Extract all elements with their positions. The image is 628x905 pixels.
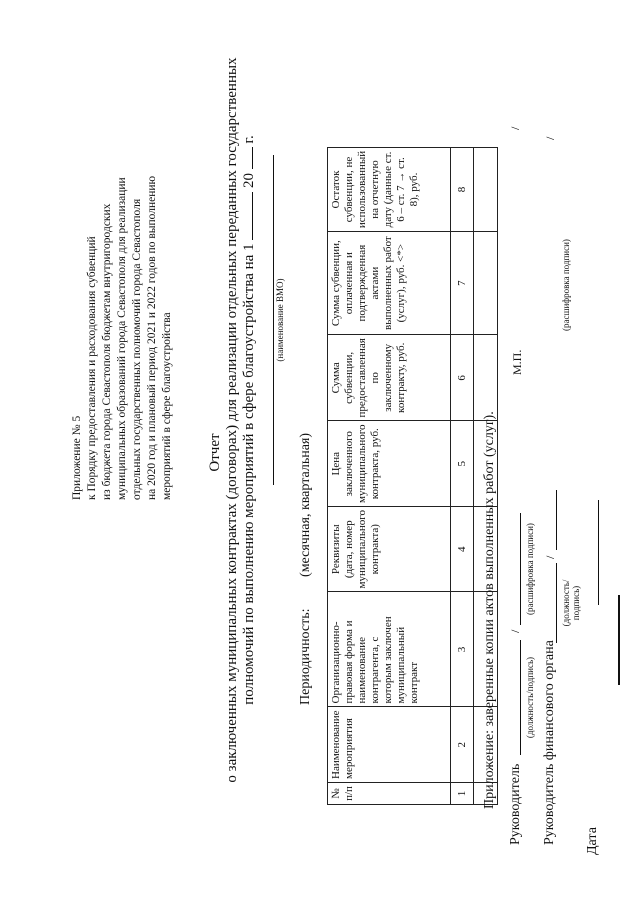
finance-decode-line xyxy=(556,490,557,550)
header-cell-subvention-remaining: Остаток субвенции, не использованный на отчетную дату (данные ст. 6 – ст. 7 → ст. 8), руб. xyxy=(328,147,451,231)
appendix-line: муниципальных образований города Севастополя для реализации xyxy=(116,177,128,500)
head-slash-end: / xyxy=(508,126,522,130)
header-cell-index: № п/п xyxy=(328,783,451,805)
finance-head-label: Руководитель финансового органа xyxy=(542,640,557,845)
date-line xyxy=(598,500,599,605)
subtitle-line-1: о заключенных муниципальных контрактах (договорах) для реализации отдельных переданных государственных xyxy=(224,57,240,783)
appendix-line: отдельных государственных полномочий города Севастополя xyxy=(131,198,143,500)
contracts-table xyxy=(327,147,498,805)
subtitle-line-2 xyxy=(240,15,257,825)
date-label: Дата xyxy=(585,827,600,855)
appendix-line: на 2020 год и плановый период 2021 и 2022 годов по выполнению xyxy=(146,175,158,500)
head-slash: / xyxy=(508,629,522,633)
header-cell-event: Наименование мероприятия xyxy=(328,707,451,783)
table-cell xyxy=(474,147,498,231)
column-number: 2 xyxy=(451,707,474,783)
column-number: 6 xyxy=(451,335,474,421)
vmo-name-line xyxy=(273,155,274,485)
appendix-line: мероприятий в сфере благоустройства xyxy=(161,312,173,500)
header-cell-subvention-provided: Сумма субвенции, предоставленная по заключенному контракту, руб. xyxy=(328,335,451,421)
appendix-line: из бюджета города Севастополя бюджетам внутригородских xyxy=(101,203,113,500)
periodicity-value: (месячная, квартальная) xyxy=(298,432,313,577)
header-cell-requisites: Реквизиты (дата, номер муниципального контракта) xyxy=(328,506,451,592)
appendix-line: Приложение № 5 xyxy=(71,415,83,500)
year-blank xyxy=(240,147,253,169)
stamp-label: М.П. xyxy=(510,349,524,375)
margin-mark xyxy=(618,595,620,685)
finance-decode-caption: (расшифровка подписи) xyxy=(561,239,571,331)
head-signature-caption: (должность/подпись) xyxy=(525,656,535,739)
column-number: 4 xyxy=(451,506,474,592)
year-suffix: г. xyxy=(241,135,257,144)
appendix-block xyxy=(70,170,175,500)
head-label: Руководитель xyxy=(508,763,523,845)
day-month-blank xyxy=(240,192,253,240)
finance-slash: / xyxy=(543,555,557,559)
year-prefix: 20 xyxy=(241,172,257,188)
finance-signature-caption: (должность/подпись) xyxy=(561,579,581,627)
header-cell-price: Цена заключенного муниципального контракта, руб. xyxy=(328,421,451,507)
report-title: Отчет xyxy=(207,433,223,472)
table-cell xyxy=(474,232,498,335)
table-header-row xyxy=(328,147,451,804)
column-number: 5 xyxy=(451,421,474,507)
head-decode-line xyxy=(520,513,521,625)
subtitle-line-2-text: полномочий по выполнению мероприятий в сфере благоустройства на 1 xyxy=(241,243,257,705)
head-decode-caption: (расшифровка подписи) xyxy=(525,523,535,615)
finance-signature-line xyxy=(556,563,557,643)
periodicity-row xyxy=(298,405,314,705)
periodicity-label: Периодичность: xyxy=(298,608,313,705)
finance-slash-end: / xyxy=(543,136,557,140)
header-cell-subvention-paid: Сумма субвенции, оплаченная и подтвержденная актами выполненных работ (услуг), руб. <*> xyxy=(328,232,451,335)
column-number-row xyxy=(451,147,474,804)
column-number: 3 xyxy=(451,592,474,707)
column-number: 8 xyxy=(451,147,474,231)
vmo-caption: (наименование ВМО) xyxy=(275,278,285,362)
report-subtitle xyxy=(224,15,257,825)
appendix-line: к Порядку предоставления и расходования субвенций xyxy=(86,236,98,500)
column-number: 7 xyxy=(451,232,474,335)
table-cell xyxy=(474,335,498,421)
header-cell-counterparty: Организационно-правовая форма и наименование контрагента, с которым заключен муниципальный контракт xyxy=(328,592,451,707)
column-number: 1 xyxy=(451,783,474,805)
head-signature-line xyxy=(520,640,521,755)
attachment-note: Приложение: заверенные копии актов выполненных работ (услуг). xyxy=(482,411,497,809)
